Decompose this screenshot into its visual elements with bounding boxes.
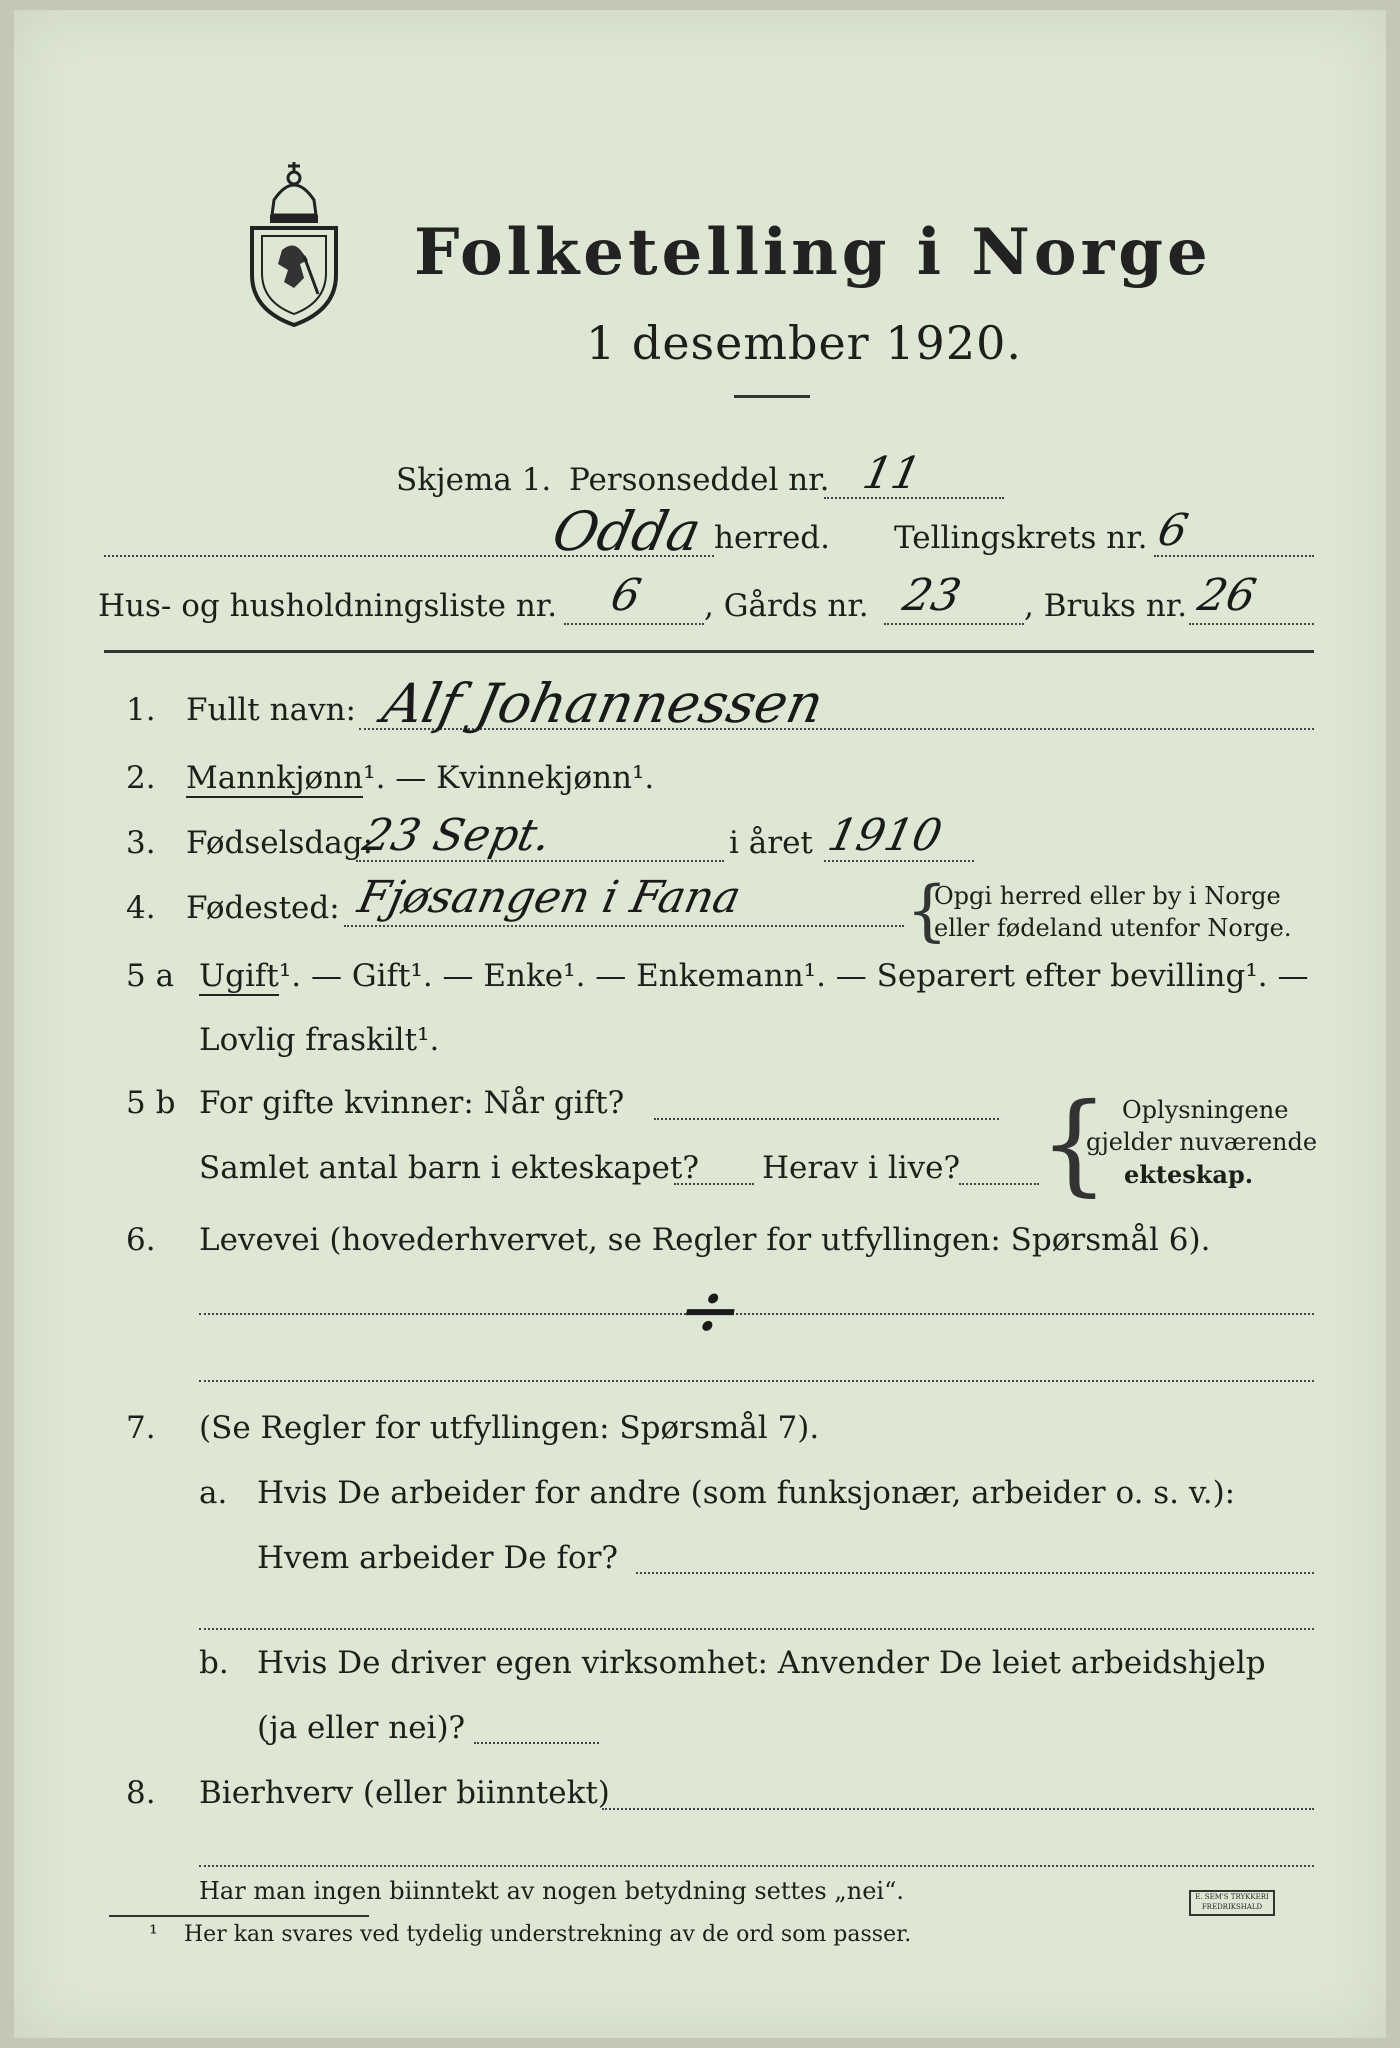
hus-value: 6	[606, 570, 646, 621]
q3-number: 3.	[126, 825, 156, 861]
form-title: Folketelling i Norge	[414, 215, 1212, 290]
q5b-live-line	[959, 1183, 1039, 1185]
q4-line	[344, 925, 904, 927]
q4-number: 4.	[126, 890, 156, 926]
q7-number: 7.	[126, 1410, 156, 1446]
q6-label: Levevei (hovederhvervet, se Regler for utfyllingen: Spørsmål 6).	[199, 1222, 1211, 1258]
q4-label: Fødested:	[186, 890, 340, 926]
q7-label: (Se Regler for utfyllingen: Spørsmål 7).	[199, 1410, 820, 1446]
q8-label: Bierhverv (eller biinntekt)	[199, 1775, 610, 1811]
q8-line1	[602, 1808, 1314, 1810]
q1-label: Fullt navn:	[186, 692, 356, 728]
q1-value-name: Alf Johannessen	[377, 672, 829, 735]
q4-note-line2: eller fødeland utenfor Norge.	[934, 914, 1292, 942]
q7b-label: Hvis De driver egen virksomhet: Anvender De leiet arbeidshjelp	[257, 1645, 1266, 1681]
q5b-live-label: Herav i live?	[762, 1150, 961, 1186]
title-divider	[734, 395, 810, 398]
q5b-nar-gift-line	[654, 1118, 999, 1120]
q5b-note-line3: ekteskap.	[1124, 1160, 1254, 1189]
bruks-value: 26	[1193, 570, 1261, 621]
q2-options: ¹. — Kvinnekjønn¹.	[363, 760, 655, 796]
gards-value: 23	[898, 570, 966, 621]
gards-line	[884, 623, 1024, 625]
q5b-number: 5 b	[126, 1085, 176, 1121]
q6-line2	[199, 1380, 1314, 1382]
q5b-label: For gifte kvinner: Når gift?	[199, 1085, 625, 1121]
q4-brace: {	[906, 872, 948, 949]
q5b-note-line1: Oplysningene	[1122, 1096, 1289, 1124]
q4-value-birthplace: Fjøsangen i Fana	[353, 872, 746, 923]
q7a-hvem-label: Hvem arbeider De for?	[257, 1540, 619, 1576]
form-date: 1 desember 1920.	[586, 316, 1022, 370]
herred-label: herred.	[714, 520, 830, 556]
q1-number: 1.	[126, 692, 156, 728]
q5a-fraskilt: Lovlig fraskilt¹.	[199, 1022, 440, 1058]
q5b-barn-label: Samlet antal barn i ekteskapet?	[199, 1150, 699, 1186]
q5a-number: 5 a	[126, 958, 175, 994]
q2-mannkjonn-underlined: Mannkjønn	[186, 760, 364, 796]
hus-line	[564, 623, 704, 625]
personseddel-value: 11	[858, 448, 926, 499]
q8-number: 8.	[126, 1775, 156, 1811]
printer-stamp: E. SEM'S TRYKKERI FREDRIKSHALD	[1189, 1890, 1275, 1916]
census-form-page	[14, 10, 1386, 2038]
q8-note: Har man ingen biinntekt av nogen betydning settes „nei“.	[199, 1877, 904, 1905]
q5b-barn-line	[674, 1183, 754, 1185]
q6-value-mark: ÷	[669, 1265, 753, 1354]
q7a-extra-line	[199, 1628, 1314, 1630]
footnote-rule	[109, 1915, 369, 1917]
q5a-ugift-underlined: Ugift	[199, 958, 279, 994]
personseddel-label: Personseddel nr.	[569, 462, 830, 498]
hus-label: Hus- og husholdningsliste nr.	[98, 588, 558, 624]
q4-note-line1: Opgi herred eller by i Norge	[934, 882, 1281, 910]
footnote-text: Her kan svares ved tydelig understrekning av de ord som passer.	[184, 1922, 912, 1947]
q3-year-label: i året	[729, 825, 813, 861]
bruks-label: , Bruks nr.	[1024, 588, 1188, 624]
q7b-ja-nei-line	[474, 1742, 599, 1744]
q7b-ja-nei-label: (ja eller nei)?	[257, 1710, 466, 1746]
q7b-number: b.	[199, 1645, 229, 1681]
q2-number: 2.	[126, 760, 156, 796]
q5b-brace: {	[1039, 1079, 1109, 1207]
gards-label: , Gårds nr.	[704, 588, 869, 624]
q7a-hvem-line	[636, 1572, 1314, 1574]
q8-line2	[199, 1865, 1314, 1867]
q3-label: Fødselsdag:	[186, 825, 374, 861]
header-rule	[104, 650, 1314, 653]
bruks-line	[1189, 623, 1314, 625]
skjema-label: Skjema 1.	[396, 462, 552, 498]
q7a-number: a.	[199, 1475, 228, 1511]
q3-year-value: 1910	[823, 810, 947, 861]
q5b-note-line2: gjelder nuværende	[1086, 1128, 1318, 1156]
q6-line1	[199, 1313, 1314, 1315]
herred-value: Odda	[547, 500, 707, 563]
tellingskrets-value: 6	[1153, 505, 1193, 556]
tellingskrets-label: Tellingskrets nr.	[894, 520, 1148, 556]
q3-value-day: 23 Sept.	[358, 810, 556, 861]
q6-number: 6.	[126, 1222, 156, 1258]
footnote-mark: ¹	[149, 1922, 158, 1947]
q5a-options: ¹. — Gift¹. — Enke¹. — Enkemann¹. — Separert efter bevilling¹. —	[278, 958, 1309, 994]
norway-coat-of-arms-icon	[244, 160, 344, 330]
q7a-label: Hvis De arbeider for andre (som funksjonær, arbeider o. s. v.):	[257, 1475, 1236, 1511]
